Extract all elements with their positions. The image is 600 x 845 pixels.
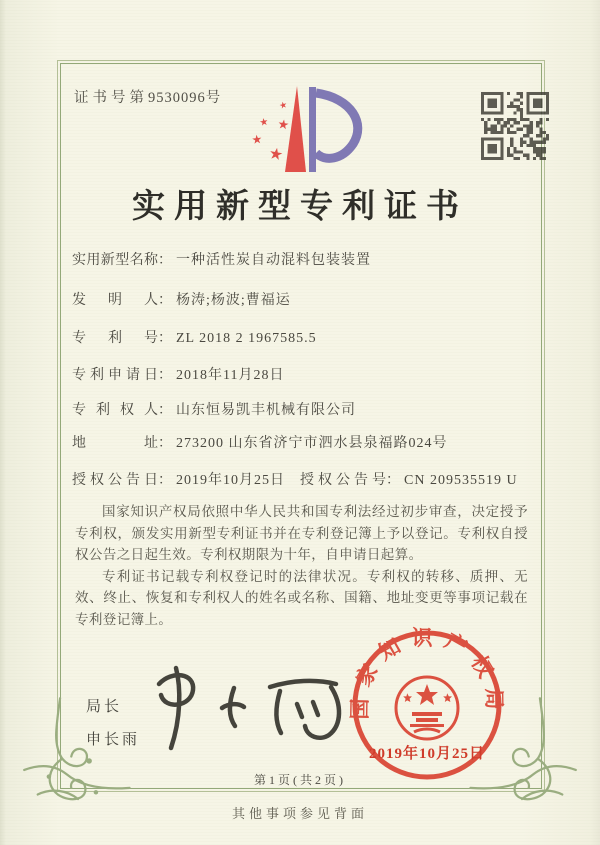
field-row-patent-number [72,327,317,347]
colon: ： [158,368,172,383]
svg-text:★: ★ [278,100,289,112]
legal-paragraph-1: 国家知识产权局依照中华人民共和国专利法经过初步审查，决定授予专利权，颁发实用新型专利证书并在专利登记簿上予以登记。专利权自授权公告之日起生效。专利权期限为十年，自申请日起算。 [75,504,528,562]
field-row-filing-date [72,364,284,384]
field-value: 山东恒易凯丰机械有限公司 [176,403,356,418]
colon: ： [158,253,172,268]
back-side-note: 其他事项参见背面 [231,806,368,821]
field-value: 273200 山东省济宁市泗水县泉福路024号 [176,436,448,451]
svg-text:★: ★ [258,116,270,129]
qr-code [481,92,549,160]
svg-text:★: ★ [267,143,285,165]
field-label: 实用新型名称 [72,253,158,268]
grant-number-label: 授权公告号 [300,473,386,488]
colon: ： [158,403,172,418]
certificate-title: 实用新型专利证书 [132,189,468,225]
field-value: 2018年11月28日 [176,368,285,383]
field-row-utility-model-name [72,249,371,269]
colon: ： [386,473,400,488]
page-number-footer: 第1页(共2页) [254,773,346,787]
field-label: 专利权人 [72,403,158,418]
seal-text: 国家知识产权局 [348,626,506,720]
signer-title: 局长 [86,699,123,715]
certificate-number: 9530096 [148,90,206,106]
colon: ： [158,293,172,308]
certificate-number-line [74,86,224,107]
legal-text-block [75,501,528,630]
field-value: 杨涛;杨波;曹福运 [176,293,291,308]
colon: ： [158,473,172,488]
field-row-inventors [72,289,291,309]
svg-text:★: ★ [276,117,291,134]
certificate-number-suffix: 号 [205,90,225,106]
field-row-grant [72,469,542,489]
svg-text:★: ★ [250,131,264,147]
field-label: 地址 [72,436,158,451]
grant-date-label: 授权公告日 [72,473,158,488]
field-label: 专利号 [72,331,158,346]
field-label: 专利申请日 [72,368,158,383]
signer-name: 申长雨 [86,732,141,748]
field-label: 发明人 [72,293,158,308]
grant-date-value: 2019年10月25日 [176,473,285,488]
cnipa-patent-logo-icon [232,76,382,186]
national-emblem-icon [396,677,458,739]
field-row-address [72,432,448,452]
colon: ： [158,436,172,451]
signature-autograph [150,660,355,760]
svg-text:国家知识产权局 [348,626,506,720]
field-value: 一种活性炭自动混料包装装置 [176,253,371,268]
colon: ： [158,331,172,346]
certificate-number-label: 证书号第 [74,90,148,106]
legal-paragraph-2: 专利证书记载专利权登记时的法律状况。专利权的转移、质押、无效、终止、恢复和专利权人的姓名或名称、国籍、地址变更等事项记载在专利登记簿上。 [75,568,528,627]
grant-number-value: CN 209535519 U [404,473,518,488]
seal-date: 2019年10月25日 [368,746,485,762]
field-value: ZL 2018 2 1967585.5 [176,331,317,346]
field-row-patentee [72,399,356,419]
